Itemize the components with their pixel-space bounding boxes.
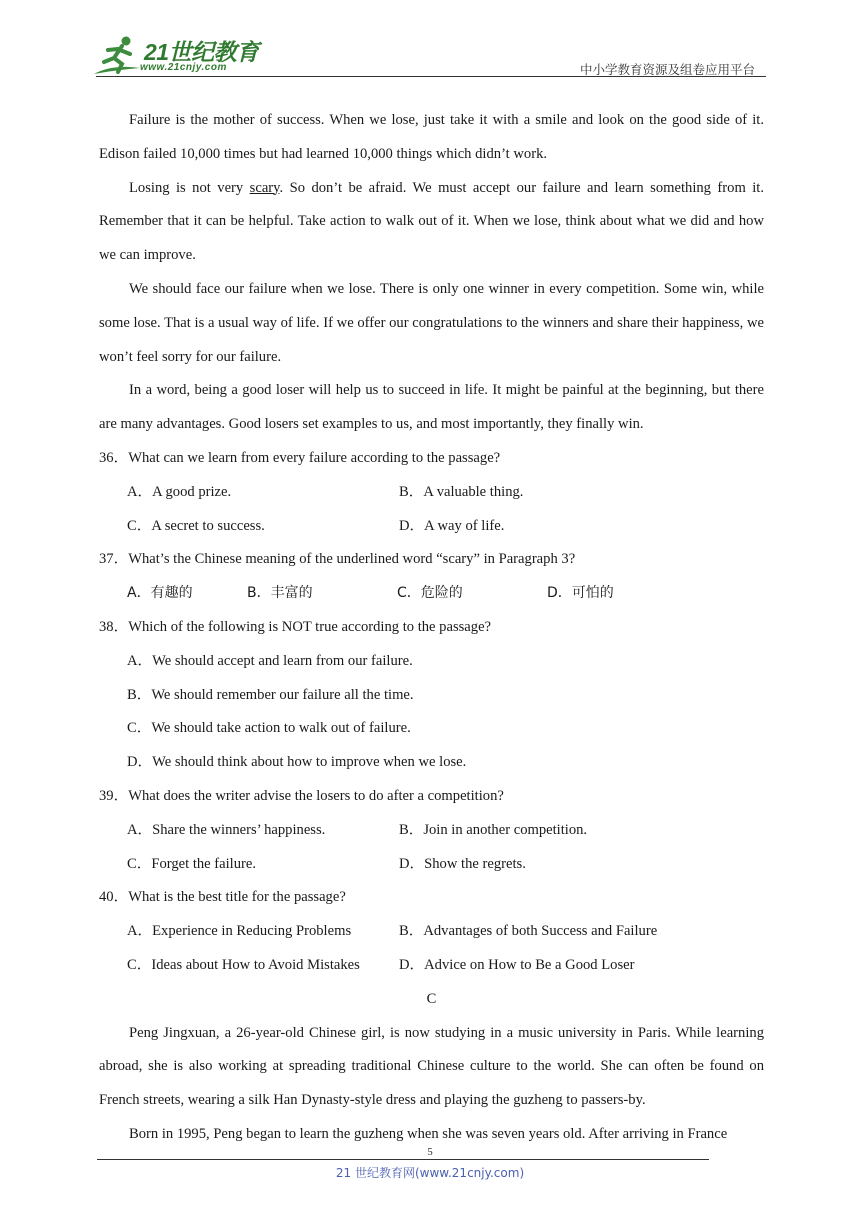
option: B．Advantages of both Success and Failure: [399, 923, 658, 940]
option: C．Ideas about How to Avoid Mistakes: [127, 956, 360, 973]
paragraph-text: Losing is not very: [129, 179, 250, 196]
option-row: [99, 949, 764, 983]
passage-paragraph: [99, 172, 764, 273]
page-header: [0, 0, 860, 80]
site-logo: [92, 34, 262, 78]
footer-site: 21 世纪教育网(www.21cnjy.com): [335, 1166, 525, 1180]
option: B．Join in another competition.: [399, 821, 588, 838]
option: B．A valuable thing.: [399, 483, 524, 500]
option-row: [99, 915, 764, 949]
option: A．A good prize.: [127, 483, 232, 500]
question-stem: 36．What can we learn from every failure according to the passage?: [99, 449, 501, 466]
option: C．We should take action to walk out of failure.: [127, 720, 411, 737]
question-stem: 37．What’s the Chinese meaning of the underlined word “scary” in Paragraph 3?: [99, 551, 576, 568]
passage-paragraph: Born in 1995, Peng began to learn the guzheng when she was seven years old. After arriving in France: [129, 1125, 728, 1142]
paragraph-text: . So don’t be afraid. We must accept our failure and learn something from it. Remember that it can be helpful. Take action to walk out of it. When we lose, think about what we did and how we can improve.: [99, 179, 764, 264]
header-divider: [96, 76, 766, 77]
option: A．Experience in Reducing Problems: [127, 923, 352, 940]
option: D．可怕的: [547, 585, 614, 602]
option: B．丰富的: [247, 585, 313, 602]
runner-icon: [92, 34, 144, 78]
section-label: C: [426, 990, 437, 1007]
underlined-word: scary: [249, 179, 280, 196]
option-row: [99, 510, 764, 544]
passage-paragraph: We should face our failure when we lose. There is only one winner in every competition. Some win, while some lose. That is a usual way of life. If we offer our congratulations to the winners and share their happiness, we won’t feel sorry for our failure.: [99, 280, 764, 365]
logo-text: 21世纪教育: [144, 39, 259, 65]
option: C．A secret to success.: [127, 517, 265, 534]
question-stem: 40．What is the best title for the passage?: [99, 889, 346, 906]
question-stem: 38．Which of the following is NOT true according to the passage?: [99, 618, 492, 635]
logo-url: www.21cnjy.com: [140, 62, 227, 73]
option: D．A way of life.: [399, 517, 505, 534]
page-content: [99, 104, 764, 1152]
option: A．有趣的: [127, 585, 193, 602]
passage-paragraph: Peng Jingxuan, a 26-year-old Chinese girl, is now studying in a music university in Paris. While learning abroad, she is also working at spreading traditional Chinese culture to the world. She can often be found on French streets, wearing a silk Han Dynasty-style dress and playing the guzheng to passers-by.: [99, 1024, 764, 1109]
passage-paragraph: In a word, being a good loser will help us to succeed in life. It might be painful at the beginning, but there are many advantages. Good losers set examples to us, and most importantly, they finally win.: [99, 382, 764, 433]
option: D．We should think about how to improve when we lose.: [127, 754, 467, 771]
option: A．Share the winners’ happiness.: [127, 821, 326, 838]
option-row: [99, 476, 764, 510]
option-row: [99, 848, 764, 882]
option: D．Advice on How to Be a Good Loser: [399, 956, 635, 973]
footer-divider: [97, 1159, 709, 1160]
platform-title: 中小学教育资源及组卷应用平台: [579, 62, 755, 77]
passage-paragraph: Failure is the mother of success. When we lose, just take it with a smile and look on the good side of it. Edison failed 10,000 times but had learned 10,000 things which didn’t work.: [99, 112, 764, 162]
option-row: [99, 814, 764, 848]
option: A．We should accept and learn from our failure.: [127, 652, 413, 669]
page-number: 5: [427, 1146, 433, 1158]
option: C．危险的: [397, 585, 463, 602]
option: D．Show the regrets.: [399, 855, 526, 872]
option: C．Forget the failure.: [127, 855, 257, 872]
option: B．We should remember our failure all the time.: [127, 686, 414, 703]
option-row: [99, 577, 764, 611]
question-stem: 39．What does the writer advise the losers to do after a competition?: [99, 787, 504, 804]
